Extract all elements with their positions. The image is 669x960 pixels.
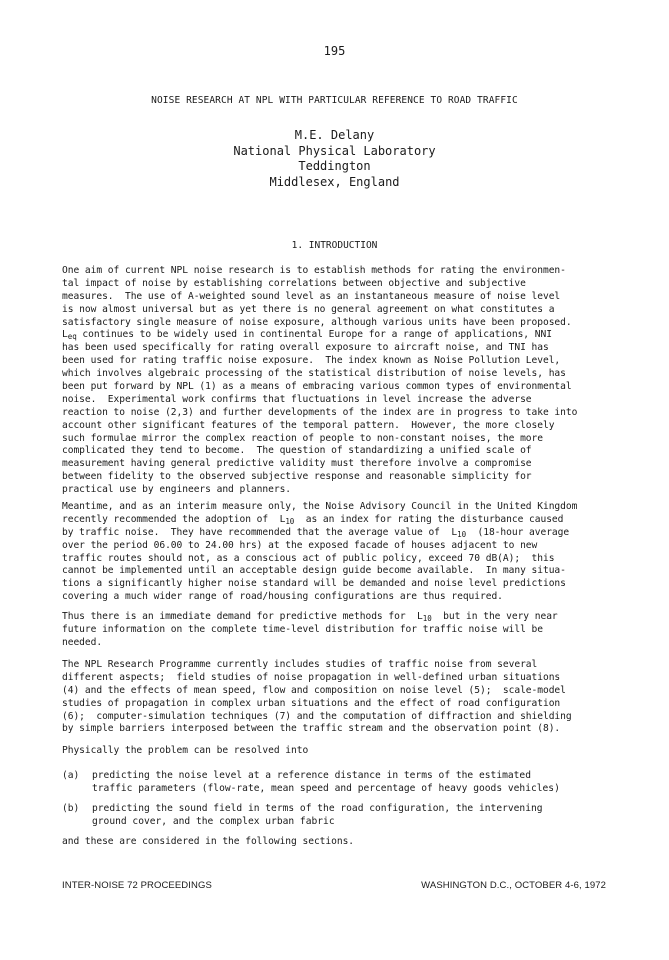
text-line: future information on the complete time-level distribution for traffic noise will be	[62, 623, 543, 635]
paragraph-2	[62, 501, 622, 604]
text-line: been put forward by NPL (1) as a means of embracing various common types of environmental	[62, 381, 572, 393]
author-city: Teddington	[298, 159, 371, 173]
text-line: practical use by engineers and planners.	[62, 484, 292, 496]
text-line: complicated they tend to become. The question of standardizing a unified scale of	[62, 445, 532, 457]
text-line: (6); computer-simulation techniques (7) and the computation of diffraction and shielding	[62, 710, 572, 722]
text-line: needed.	[62, 636, 103, 648]
l10-symbol: L	[417, 611, 423, 622]
text-line: different aspects; field studies of noise propagation in well-defined urban situations	[62, 671, 561, 683]
text-line: such formulae mirror the complex reaction of people to non-constant noises, the more	[62, 432, 543, 444]
text-line: is now almost universal but as yet there is no general agreement on what constitutes a	[62, 303, 555, 315]
text-line: which involves algebraic processing of the statistical distribution of noise levels, has	[62, 368, 566, 380]
text-line: One aim of current NPL noise research is to establish methods for rating the environmen-	[62, 265, 566, 276]
text-line: by simple barriers interposed between the traffic stream and the observation point (8).	[62, 723, 561, 735]
text-line	[62, 514, 622, 527]
author-block	[0, 128, 669, 190]
text-line: tions a significantly higher noise standard will be demanded and noise level predictions	[62, 578, 566, 590]
text-line: over the period 06.00 to 24.00 hrs) at the exposed facade of houses adjacent to new	[62, 539, 538, 551]
leq-symbol: L	[62, 329, 68, 341]
text-run: (18-hour average	[466, 526, 570, 538]
text-line: between fidelity to the observed subjective response and reasonable simplicity for	[62, 471, 532, 483]
section-heading: 1. INTRODUCTION	[291, 240, 378, 251]
l10-symbol: L	[451, 526, 458, 538]
paragraph-5	[62, 745, 622, 758]
text-line: studies of propagation in complex urban situations and the effect of road configuration	[62, 697, 561, 709]
list-marker: (b)	[62, 803, 80, 814]
text-line: predicting the noise level at a reference distance in terms of the estimated	[92, 770, 531, 781]
text-line: traffic routes should not, as a conscious act of public policy, exceed 70 dB(A); this	[62, 552, 555, 564]
footer-proceedings: INTER-NOISE 72 PROCEEDINGS	[62, 880, 212, 891]
list-marker: (a)	[62, 770, 80, 781]
text-line: predicting the sound field in terms of the road configuration, the intervening	[92, 803, 543, 814]
text-line: measurement having general predictive validity must therefore involve a compromise	[62, 458, 532, 470]
l10-subscript: 10	[285, 516, 295, 526]
text-line: reaction to noise (2,3) and further developments of the index are in progress to take into	[62, 406, 578, 418]
paragraph-3	[62, 611, 622, 650]
text-run: Thus there is an immediate demand for predictive methods for	[62, 611, 418, 622]
text-line	[62, 329, 622, 342]
text-line: (4) and the effects of mean speed, flow and composition on noise level (5); scale-model	[62, 684, 566, 696]
text-line: ground cover, and the complex urban fabric	[92, 815, 335, 827]
text-line	[62, 611, 622, 624]
l10-subscript: 10	[457, 529, 467, 539]
text-line: measures. The use of A-weighted sound level as an instantaneous measure of noise level	[62, 290, 561, 302]
author-name: M.E. Delany	[294, 128, 375, 142]
text-line	[62, 527, 622, 540]
text-line: tal impact of noise by establishing correlations between objective and subjective	[62, 277, 526, 289]
text-run: but in the very near	[431, 611, 558, 622]
text-run: continues to be widely used in continental Europe for a range of applications, NNI	[82, 329, 552, 341]
text-line: cannot be implemented until an acceptable design guide become available. In many situa-	[62, 565, 566, 577]
text-line: been used for rating traffic noise exposure. The index known as Noise Pollution Level,	[62, 355, 561, 367]
text-line: Meantime, and as an interim measure only, the Noise Advisory Council in the United Kingdom	[62, 501, 578, 512]
paragraph-4	[62, 659, 622, 736]
l10-subscript: 10	[422, 614, 432, 623]
text-line: traffic parameters (flow-rate, mean speed and percentage of heavy goods vehicles)	[92, 782, 560, 794]
page-number: 195	[323, 44, 346, 58]
l10-symbol: L	[279, 513, 286, 525]
text-line: satisfactory single measure of noise exposure, although various units have been proposed.	[62, 316, 572, 328]
paragraph-1	[62, 265, 622, 497]
text-line: Physically the problem can be resolved into	[62, 745, 309, 756]
text-line: noise. Experimental work confirms that fluctuations in level increase the adverse	[62, 393, 532, 405]
text-line: The NPL Research Programme currently includes studies of traffic noise from several	[62, 659, 538, 670]
author-region: Middlesex, England	[269, 174, 400, 189]
text-line: covering a much wider range of road/housing configurations are thus required.	[62, 591, 503, 603]
author-institution: National Physical Laboratory	[233, 143, 436, 158]
text-run: as an index for rating the disturbance caused	[294, 513, 564, 525]
leq-subscript: eq	[67, 332, 77, 342]
text-line: account other significant features of the temporal pattern. However, the more closely	[62, 419, 555, 431]
paper-title: NOISE RESEARCH AT NPL WITH PARTICULAR REFERENCE TO ROAD TRAFFIC	[151, 95, 518, 106]
text-run: recently recommended the adoption of	[62, 513, 280, 525]
text-line: has been used specifically for rating overall exposure to aircraft noise, and TNI has	[62, 342, 549, 354]
text-run: by traffic noise. They have recommended that the average value of	[62, 526, 452, 538]
paragraph-6	[62, 836, 622, 849]
footer-location-date: WASHINGTON D.C., OCTOBER 4-6, 1972	[421, 880, 606, 891]
text-line: and these are considered in the following sections.	[62, 836, 355, 847]
